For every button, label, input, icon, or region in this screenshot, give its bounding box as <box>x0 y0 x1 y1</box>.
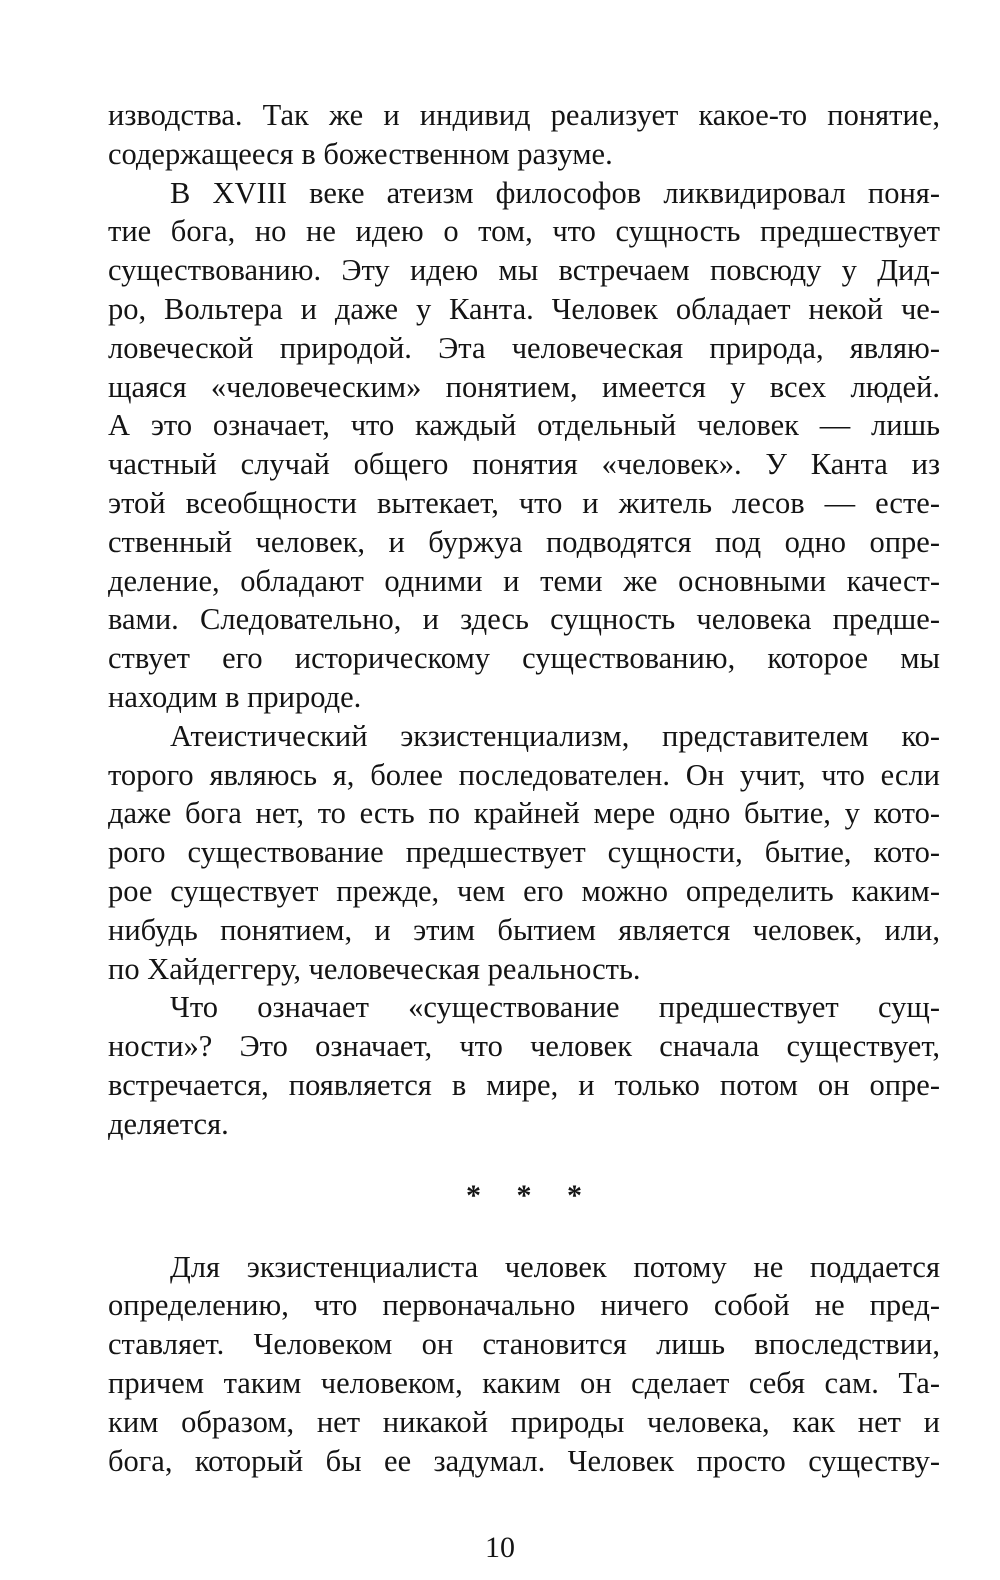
page-body <box>108 96 940 1480</box>
text-line: ловеческой природой. Эта человеческая природа, являю- <box>108 330 940 365</box>
text-line: даже бога нет, то есть по крайней мере одно бытие, у кото- <box>108 796 940 831</box>
text-line: частный случай общего понятия «человек». У Канта из <box>108 447 940 482</box>
text-line: бога, который бы ее задумал. Человек просто существу- <box>108 1443 940 1478</box>
text-line: нибудь понятием, и этим бытием является человек, или, <box>108 912 940 947</box>
text-line: по Хайдеггеру, человеческая реальность. <box>108 951 641 986</box>
text-line: ственный человек, и буржуа подводятся под одно опре- <box>108 524 940 559</box>
text-line: ким образом, нет никакой природы человека, как нет и <box>108 1404 940 1439</box>
paragraph <box>108 1248 940 1481</box>
text-line: этой всеобщности вытекает, что и житель лесов — есте- <box>108 485 940 520</box>
text-line: определению, что первоначально ничего собой не пред- <box>108 1288 940 1323</box>
text-line: существованию. Эту идею мы встречаем повсюду у Дид- <box>108 253 940 288</box>
paragraph <box>108 174 940 717</box>
text-line: изводства. Так же и индивид реализует какое-то понятие, <box>108 98 940 132</box>
text-line: Атеистический экзистенциализм, представителем ко- <box>170 718 940 753</box>
page-number: 10 <box>485 1531 515 1564</box>
text-line: причем таким человеком, каким он сделает себя сам. Та- <box>108 1365 940 1400</box>
paragraph <box>108 717 940 989</box>
text-line: торого являюсь я, более последователен. Он учит, что если <box>108 757 940 792</box>
text-line: В XVIII веке атеизм философов ликвидировал поня- <box>170 175 940 210</box>
text-line: вами. Следовательно, и здесь сущность человека предше- <box>108 602 940 637</box>
text-line: рого существование предшествует сущности, бытие, кото- <box>108 835 940 870</box>
text-line: встречается, появляется в мире, и только потом он опре- <box>108 1067 940 1102</box>
text-line: содержащееся в божественном разуме. <box>108 136 613 171</box>
text-line: ставляет. Человеком он становится лишь впоследствии, <box>108 1327 940 1362</box>
text-line: А это означает, что каждый отдельный человек — лишь <box>108 408 940 443</box>
text-line: тие бога, но не идею о том, что сущность предшествует <box>108 214 940 249</box>
text-line: рое существует прежде, чем его можно определить каким- <box>108 873 940 908</box>
paragraph <box>108 96 940 174</box>
text-line: Для экзистенциалиста человек потому не поддается <box>170 1249 940 1284</box>
paragraph <box>108 988 940 1143</box>
text-line: деление, обладают одними и теми же основными качест- <box>108 563 940 598</box>
section-separator: * * * <box>466 1178 596 1212</box>
text-line: щаяся «человеческим» понятием, имеется у всех людей. <box>108 369 940 404</box>
text-line: ствует его историческому существованию, которое мы <box>108 641 940 676</box>
text-line: деляется. <box>108 1106 229 1141</box>
text-line: Что означает «существование предшествует сущ- <box>170 990 940 1025</box>
text-line: находим в природе. <box>108 679 362 714</box>
text-line: ности»? Это означает, что человек сначала существует, <box>108 1029 940 1064</box>
text-line: ро, Вольтера и даже у Канта. Человек обладает некой че- <box>108 291 940 326</box>
